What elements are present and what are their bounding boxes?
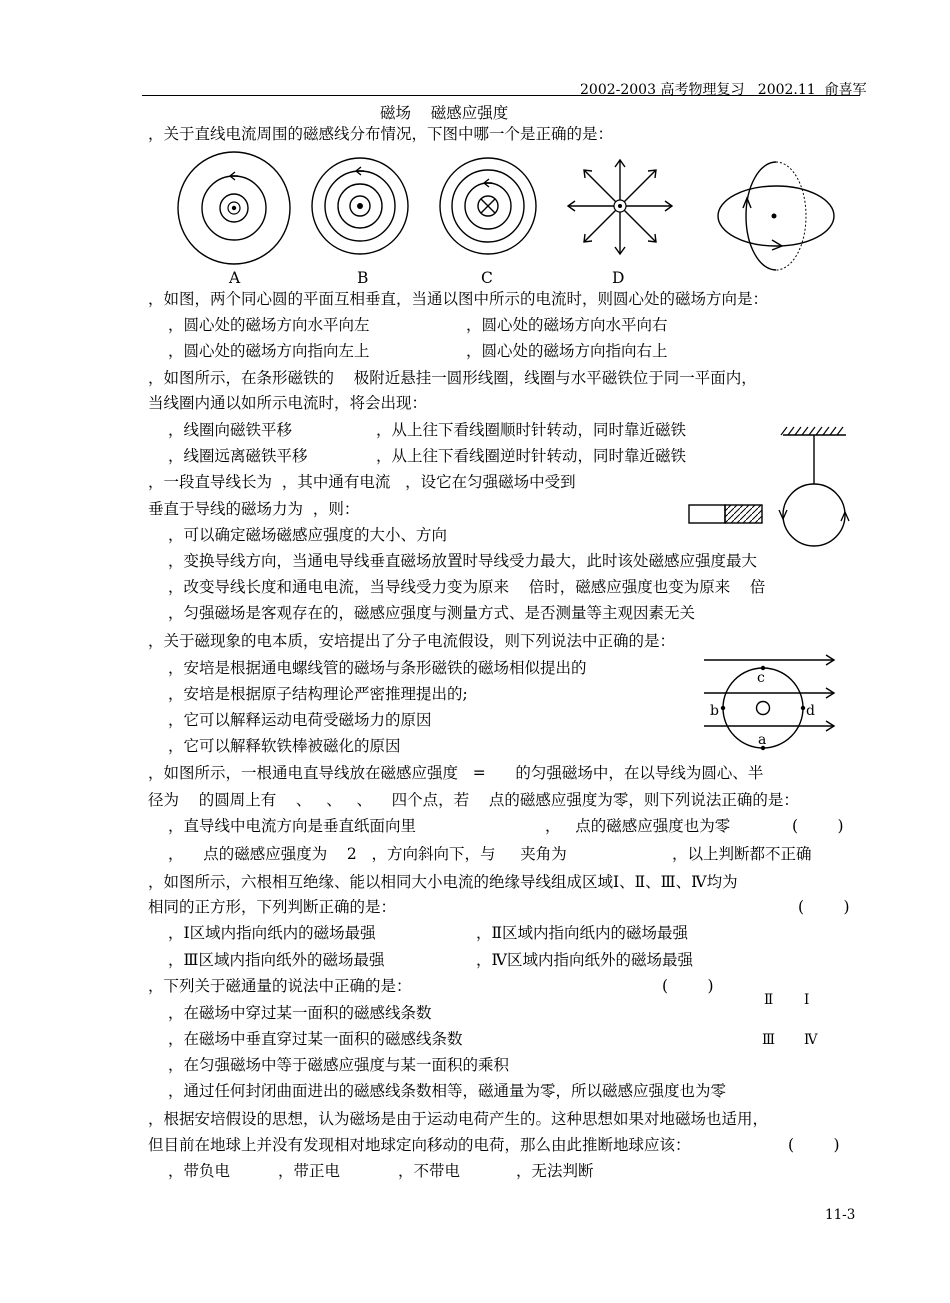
- q6-point-a: a: [758, 732, 767, 748]
- q3-option-c: ，线圈远离磁铁平移: [168, 447, 308, 465]
- q4-option-c: ，改变导线长度和通电电流，当导线受力变为原来 倍时，磁感应强度也变为原来 倍: [168, 578, 766, 596]
- q9-answer-paren: ( ): [788, 1136, 840, 1154]
- q8-option-d: ，通过任何封闭曲面进出的磁感线条数相等，磁通量为零，所以磁感应强度也为零: [168, 1082, 727, 1100]
- q9-option-b: ，带正电: [278, 1162, 341, 1180]
- q9-option-c: ，不带电: [398, 1162, 461, 1180]
- q5-option-a: ，安培是根据通电螺线管的磁场与条形磁铁的磁场相似提出的: [168, 659, 587, 677]
- q1-label-c: C: [481, 269, 493, 287]
- q2-figure: [716, 160, 836, 272]
- q3-option-d: ，从上往下看线圈逆时针转动，同时靠近磁铁: [376, 447, 687, 465]
- q7-region-2: Ⅱ: [764, 992, 774, 1008]
- q2-option-d: ，圆心处的磁场方向指向右上: [466, 342, 668, 360]
- q5-option-c: ，它可以解释运动电荷受磁场力的原因: [168, 711, 432, 729]
- header-rule: [142, 95, 860, 96]
- q4-stem-line1: ，一段直导线长为 ，其中通有电流 ，设它在匀强磁场中受到: [148, 473, 576, 491]
- q7-region-3: Ⅲ: [762, 1032, 776, 1048]
- section-title: 磁场 磁感应强度: [380, 104, 509, 122]
- q5-option-b: ，安培是根据原子结构理论严密推理提出的;: [168, 685, 468, 703]
- q3-stem-line2: 当线圈内通以如所示电流时，将会出现：: [148, 394, 428, 412]
- q7-option-a: ，Ⅰ区域内指向纸内的磁场最强: [168, 924, 376, 942]
- q4-option-a: ，可以确定磁场磁感应强度的大小、方向: [168, 526, 448, 544]
- q6-option-a: ，直导线中电流方向是垂直纸面向里: [168, 817, 417, 835]
- q2-option-b: ，圆心处的磁场方向水平向右: [466, 316, 668, 334]
- q2-option-c: ，圆心处的磁场方向指向左上: [168, 342, 370, 360]
- q2-option-a: ，圆心处的磁场方向水平向左: [168, 316, 370, 334]
- q6-point-c: c: [757, 670, 765, 686]
- q7-region-4: Ⅳ: [804, 1032, 818, 1048]
- q5-stem: ，关于磁现象的电本质，安培提出了分子电流假设，则下列说法中正确的是：: [148, 632, 676, 650]
- q3-option-b: ，从上往下看线圈顺时针转动，同时靠近磁铁: [376, 421, 687, 439]
- q4-option-b: ，变换导线方向，当通电导线垂直磁场放置时导线受力最大，此时该处磁感应强度最大: [168, 552, 758, 570]
- q7-stem-line2: 相同的正方形，下列判断正确的是：: [148, 898, 397, 916]
- q3-stem-line1: ，如图所示，在条形磁铁的 极附近悬挂一圆形线圈，线圈与水平磁铁位于同一平面内，: [148, 369, 757, 387]
- q6-option-b: ， 点的磁感应强度也为零: [545, 817, 731, 835]
- q3-option-a: ，线圈向磁铁平移: [168, 421, 293, 439]
- q7-option-d: ，Ⅳ区域内指向纸外的磁场最强: [476, 951, 693, 969]
- q6-answer-paren: ( ): [792, 817, 844, 835]
- q6-figure: [700, 652, 842, 752]
- q8-option-b: ，在磁场中垂直穿过某一面积的磁感线条数: [168, 1030, 463, 1048]
- q8-stem: ，下列关于磁通量的说法中正确的是：: [148, 977, 412, 995]
- q1-stem: ，关于直线电流周围的磁感线分布情况，下图中哪一个是正确的是：: [148, 125, 614, 143]
- q1-label-a: A: [229, 269, 241, 287]
- q1-label-d: D: [612, 269, 625, 287]
- q6-option-d: ，以上判断都不正确: [672, 845, 812, 863]
- q4-stem-line2: 垂直于导线的磁场力为 ，则：: [148, 500, 360, 518]
- q6-point-b: b: [710, 703, 719, 719]
- q8-option-c: ，在匀强磁场中等于磁感应强度与某一面积的乘积: [168, 1056, 510, 1074]
- q8-option-a: ，在磁场中穿过某一面积的磁感线条数: [168, 1004, 432, 1022]
- q7-option-c: ，Ⅲ区域内指向纸外的磁场最强: [168, 951, 385, 969]
- q6-stem-line2: 径为 的圆周上有 、 、 、 四个点，若 点的磁感应强度为零，则下列说法正确的是：: [148, 791, 799, 809]
- q7-option-b: ，Ⅱ区域内指向纸内的磁场最强: [476, 924, 689, 942]
- q1-figure-d: [564, 156, 676, 260]
- q7-region-1: Ⅰ: [804, 992, 810, 1008]
- q1-figure-a: [176, 156, 296, 268]
- q4-option-d: ，匀强磁场是客观存在的，磁感应强度与测量方式、是否测量等主观因素无关: [168, 604, 696, 622]
- q9-stem-line2: 但目前在地球上并没有发现相对地球定向移动的电荷，那么由此推断地球应该：: [148, 1136, 691, 1154]
- page-header: 2002-2003 高考物理复习 2002.11 俞喜军: [580, 82, 867, 98]
- q8-answer-paren: ( ): [662, 977, 714, 995]
- q1-figure-c: [440, 156, 540, 256]
- q1-figure-b: [310, 156, 410, 256]
- page-number: 11-3: [825, 1207, 856, 1223]
- q7-stem-line1: ，如图所示，六根相互绝缘、能以相同大小电流的绝缘导线组成区域Ⅰ、Ⅱ、Ⅲ、Ⅳ均为: [148, 873, 738, 891]
- q9-option-d: ，无法判断: [516, 1162, 594, 1180]
- q6-option-c: ， 点的磁感应强度为 2 ，方向斜向下，与 夹角为: [168, 845, 567, 863]
- q5-option-d: ，它可以解释软铁棒被磁化的原因: [168, 737, 401, 755]
- q9-option-a: ，带负电: [168, 1162, 231, 1180]
- q7-answer-paren: ( ): [798, 898, 850, 916]
- q1-label-b: B: [357, 269, 369, 287]
- q6-point-d: d: [806, 703, 815, 719]
- q6-stem-line1: ，如图所示，一根通电直导线放在磁感应强度 = 的匀强磁场中，在以导线为圆心、半: [148, 764, 764, 782]
- q9-stem-line1: ，根据安培假设的思想，认为磁场是由于运动电荷产生的。这种思想如果对地磁场也适用，: [148, 1110, 769, 1128]
- q2-stem: ，如图，两个同心圆的平面互相垂直，当通以图中所示的电流时，则圆心处的磁场方向是：: [148, 290, 769, 308]
